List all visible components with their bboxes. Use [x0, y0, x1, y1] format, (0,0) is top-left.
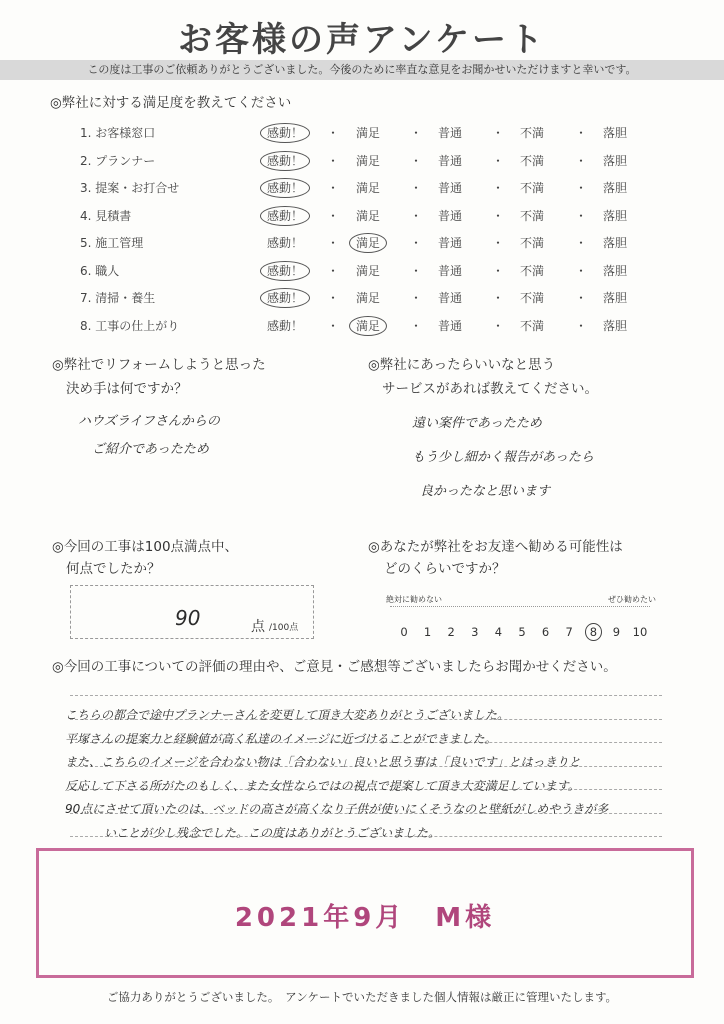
q3-heading-2: サービスがあれば教えてください。 [382, 381, 598, 397]
separator-dot: ・ [492, 181, 505, 195]
row-label: 2. プランナー [80, 153, 156, 168]
q2-heading-2: 決め手は何ですか？ [66, 381, 188, 397]
separator-dot: ・ [492, 291, 505, 305]
rating-option[interactable]: 普通 [437, 263, 462, 278]
row-label: 8. 工事の仕上がり [80, 318, 180, 333]
row-label: 1. お客様窓口 [80, 126, 156, 140]
score-max: /100点 [269, 623, 299, 633]
separator-dot: ・ [492, 318, 505, 333]
separator-dot: ・ [492, 208, 505, 223]
satisfaction-row [70, 258, 670, 282]
rating-option[interactable]: 落胆 [602, 208, 627, 223]
rating-option[interactable]: 不満 [519, 318, 544, 333]
rating-option[interactable]: 落胆 [602, 153, 627, 168]
satisfaction-row [70, 148, 670, 172]
rating-option[interactable]: 感動！ [255, 124, 315, 141]
rating-option[interactable]: 落胆 [602, 126, 627, 140]
rating-option[interactable]: 落胆 [602, 236, 627, 250]
satisfaction-row [70, 313, 670, 337]
scale-number[interactable]: 4 [494, 625, 503, 639]
score-value: 90 [175, 606, 201, 630]
rating-option[interactable]: 満足 [355, 126, 380, 140]
separator-dot: ・ [327, 126, 340, 140]
comment-line: いことが少し残念でした。この度はありがとうございました。 [104, 825, 441, 840]
separator-dot: ・ [492, 153, 505, 168]
separator-dot: ・ [575, 208, 588, 223]
scale-left-label: 絶対に勧めない [386, 595, 442, 604]
row-label: 5. 施工管理 [80, 236, 144, 250]
separator-dot: ・ [327, 208, 340, 223]
comment-line: 平塚さんの提案力と経験値が高く私達のイメージに近づけることができました。 [65, 731, 497, 746]
q5-heading-1: ◎あなたが弊社をお友達へ勧める可能性は [368, 539, 623, 555]
separator-dot: ・ [575, 181, 588, 195]
score-unit: 点 [251, 619, 265, 635]
q6-heading: ◎今回の工事についての評価の理由や、ご意見・ご感想等ございましたらお聞かせください。 [52, 659, 617, 675]
rating-option[interactable]: 不満 [519, 181, 544, 195]
satisfaction-row [70, 120, 670, 144]
q3-answer-2: もう少し細かく報告があったら [412, 450, 594, 465]
rating-option[interactable]: 普通 [437, 153, 462, 168]
q2-answer-1: ハウズライフさんからの [78, 414, 220, 429]
rating-option[interactable]: 普通 [437, 126, 462, 140]
comment-line: 90点にさせて頂いたのは、ベッドの高さが高くなり子供が使いにくそうなのと壁紙がしめやうきが多 [65, 802, 609, 816]
rating-option[interactable]: 不満 [519, 153, 544, 168]
separator-dot: ・ [327, 236, 340, 250]
separator-dot: ・ [575, 291, 588, 305]
rating-option[interactable]: 落胆 [602, 291, 627, 305]
rating-option[interactable]: 感動！ [266, 318, 303, 333]
separator-dot: ・ [575, 318, 588, 333]
row-label: 4. 見積書 [80, 208, 132, 223]
signature-box [36, 848, 694, 978]
rating-option[interactable]: 普通 [437, 291, 462, 305]
q4-heading-2: 何点でしたか？ [66, 561, 161, 577]
separator-dot: ・ [410, 263, 423, 278]
satisfaction-row [70, 175, 670, 199]
scale-number[interactable]: 7 [565, 625, 573, 639]
comment-line: 反応して下さる所がたのもしく、また女性ならではの視点で提案して頂き大変満足しています。 [65, 778, 580, 793]
scale-number[interactable]: 2 [447, 625, 455, 639]
separator-dot: ・ [575, 153, 588, 168]
rating-option[interactable]: 満足 [355, 153, 380, 168]
q3-answer-1: 遠い案件であったため [412, 416, 542, 431]
q2-heading-1: ◎弊社でリフォームしようと思った [52, 357, 266, 373]
rating-option[interactable]: 満足 [338, 317, 398, 334]
q3-answer-3: 良かったなと思います [420, 484, 551, 499]
q1-heading: ◎弊社に対する満足度を教えてください [50, 95, 292, 111]
satisfaction-row [70, 285, 670, 309]
signature-text: 2021年9月 M様 [234, 903, 496, 933]
scale-number[interactable]: 10 [632, 625, 648, 639]
scale-number[interactable]: 9 [612, 625, 621, 639]
rating-option[interactable]: 感動！ [255, 179, 315, 196]
rating-option[interactable]: 不満 [519, 263, 544, 278]
scale-line [390, 606, 650, 607]
scale-number[interactable]: 3 [471, 625, 479, 639]
page-title: お客様の声アンケート [178, 20, 546, 60]
separator-dot: ・ [327, 291, 340, 305]
separator-dot: ・ [492, 236, 505, 250]
separator-dot: ・ [492, 126, 505, 140]
separator-dot: ・ [327, 318, 340, 333]
scale-number[interactable]: 8 [585, 625, 601, 639]
separator-dot: ・ [410, 208, 423, 223]
rating-option[interactable]: 感動！ [255, 289, 315, 306]
rating-option[interactable]: 感動！ [255, 207, 315, 224]
rating-option[interactable]: 感動！ [255, 152, 315, 169]
rating-option[interactable]: 満足 [355, 208, 380, 223]
separator-dot: ・ [327, 153, 340, 168]
separator-dot: ・ [410, 153, 423, 168]
scale-number[interactable]: 0 [400, 625, 408, 639]
rating-option[interactable]: 普通 [437, 208, 462, 223]
q3-heading-1: ◎弊社にあったらいいなと思う [368, 357, 556, 373]
separator-dot: ・ [410, 126, 423, 140]
rating-option[interactable]: 満足 [355, 263, 380, 278]
row-label: 7. 清掃・養生 [80, 291, 156, 305]
separator-dot: ・ [575, 126, 588, 140]
rating-option[interactable]: 落胆 [602, 263, 627, 278]
ruled-line [70, 695, 662, 696]
q2-answer-2: ご紹介であったため [92, 442, 209, 457]
rating-option[interactable]: 普通 [437, 181, 462, 195]
separator-dot: ・ [410, 236, 423, 250]
separator-dot: ・ [410, 181, 423, 195]
rating-option[interactable]: 満足 [338, 234, 398, 251]
rating-option[interactable]: 落胆 [602, 318, 627, 333]
score-box [70, 585, 314, 639]
separator-dot: ・ [492, 263, 505, 278]
row-label: 6. 職人 [80, 263, 120, 278]
separator-dot: ・ [327, 263, 340, 278]
scale-number[interactable]: 1 [423, 625, 432, 639]
scale-right-label: ぜひ勧めたい [608, 595, 656, 604]
q5-heading-2: どのくらいですか？ [384, 561, 506, 577]
q4-heading-1: ◎今回の工事は100点満点中、 [52, 539, 239, 555]
rating-option[interactable]: 不満 [519, 126, 544, 140]
separator-dot: ・ [575, 263, 588, 278]
separator-dot: ・ [410, 291, 423, 305]
satisfaction-row [70, 230, 670, 254]
separator-dot: ・ [575, 236, 588, 250]
rating-option[interactable]: 不満 [519, 291, 544, 305]
rating-option[interactable]: 普通 [437, 318, 462, 333]
separator-dot: ・ [410, 318, 423, 333]
rating-option[interactable]: 不満 [519, 208, 544, 223]
rating-option[interactable]: 落胆 [602, 181, 627, 195]
separator-dot: ・ [327, 181, 340, 195]
rating-option[interactable]: 感動！ [255, 262, 315, 279]
rating-option[interactable]: 不満 [519, 236, 544, 250]
comment-line: こちらの都合で途中プランナーさんを変更して頂き大変ありがとうございました。 [65, 708, 510, 722]
rating-option[interactable]: 感動！ [266, 236, 303, 250]
scale-number[interactable]: 5 [518, 625, 526, 639]
rating-option[interactable]: 満足 [355, 181, 380, 195]
rating-option[interactable]: 普通 [437, 236, 462, 250]
rating-option[interactable]: 満足 [355, 291, 380, 305]
comment-line: また、こちらのイメージを合わない物は「合わない」良いと思う事は「良いです」とはっきりと [65, 755, 581, 769]
satisfaction-row [70, 203, 670, 227]
footer-note: ご協力ありがとうございました。 アンケートでいただきました個人情報は厳正に管理いたします。 [106, 990, 618, 1004]
scale-number[interactable]: 6 [541, 625, 550, 639]
row-label: 3. 提案・お打合せ [80, 181, 180, 195]
intro-banner: この度は工事のご依頼ありがとうございました。今後のために率直な意見をお聞かせいただけますと幸いです。 [0, 60, 724, 80]
